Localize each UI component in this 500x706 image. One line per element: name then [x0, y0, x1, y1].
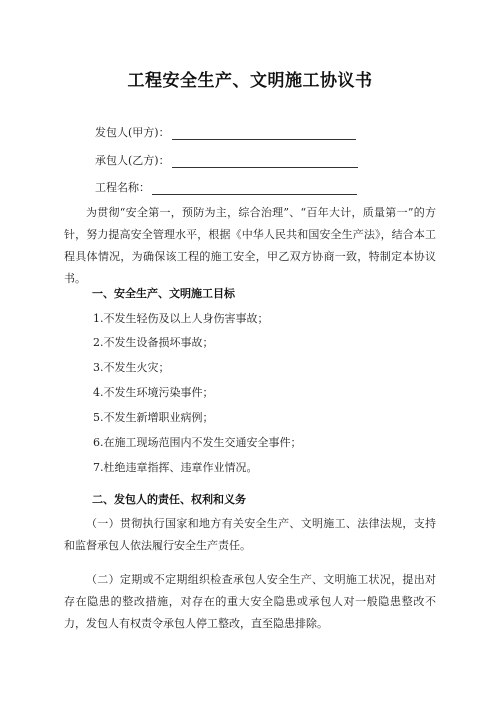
list-item: 1.不发生轻伤及以上人身伤害事故； [93, 312, 269, 325]
list-item: 6.在施工现场范围内不发生交通安全事件； [93, 436, 302, 449]
list-item: 3.不发生火灾； [93, 361, 170, 374]
field-project-name-blank[interactable] [152, 182, 357, 195]
list-item: 2.不发生设备损坏事故； [93, 336, 214, 349]
document-title: 工程安全生产、文明施工协议书 [127, 71, 373, 91]
list-item: 7.杜绝违章指挥、违章作业情况。 [93, 461, 258, 474]
intro-paragraph: 为贯彻“安全第一，预防为主，综合治理”、“百年大计，质量第一”的方针，努力提高安全管理水平，根据《中华人民共和国安全生产法》，结合本工程具体情况，为确保该工程的施工安全，甲乙双方协商一致，特制定本协议书。 [64, 206, 436, 285]
section2-paragraph-2: （二）定期或不定期组织检查承包人安全生产、文明施工状况，提出对存在隐患的整改措施，对存在的重大安全隐患或承包人对一般隐患整改不力，发包人有权责令承包人停工整改，直至隐患排除。 [64, 573, 436, 630]
section2-heading: 二、发包人的责任、权利和义务 [92, 493, 246, 506]
section2-paragraph-1: （一）贯彻执行国家和地方有关安全生产、文明施工、法律法规，支持和监督承包人依法履行安全生产责任。 [64, 517, 436, 552]
field-employer-blank[interactable] [172, 127, 356, 140]
field-contractor-label: 承包人(乙方)： [95, 154, 170, 167]
field-contractor-blank[interactable] [172, 155, 358, 168]
list-item: 5.不发生新增职业病例； [93, 411, 214, 424]
field-project-name-label: 工程名称： [95, 181, 150, 194]
field-employer-label: 发包人(甲方)： [95, 126, 170, 139]
list-item: 4.不发生环境污染事件； [93, 386, 214, 399]
field-contractor [95, 154, 358, 168]
field-employer [95, 126, 356, 140]
section1-heading: 一、安全生产、文明施工目标 [92, 287, 235, 300]
field-project-name [95, 181, 357, 195]
